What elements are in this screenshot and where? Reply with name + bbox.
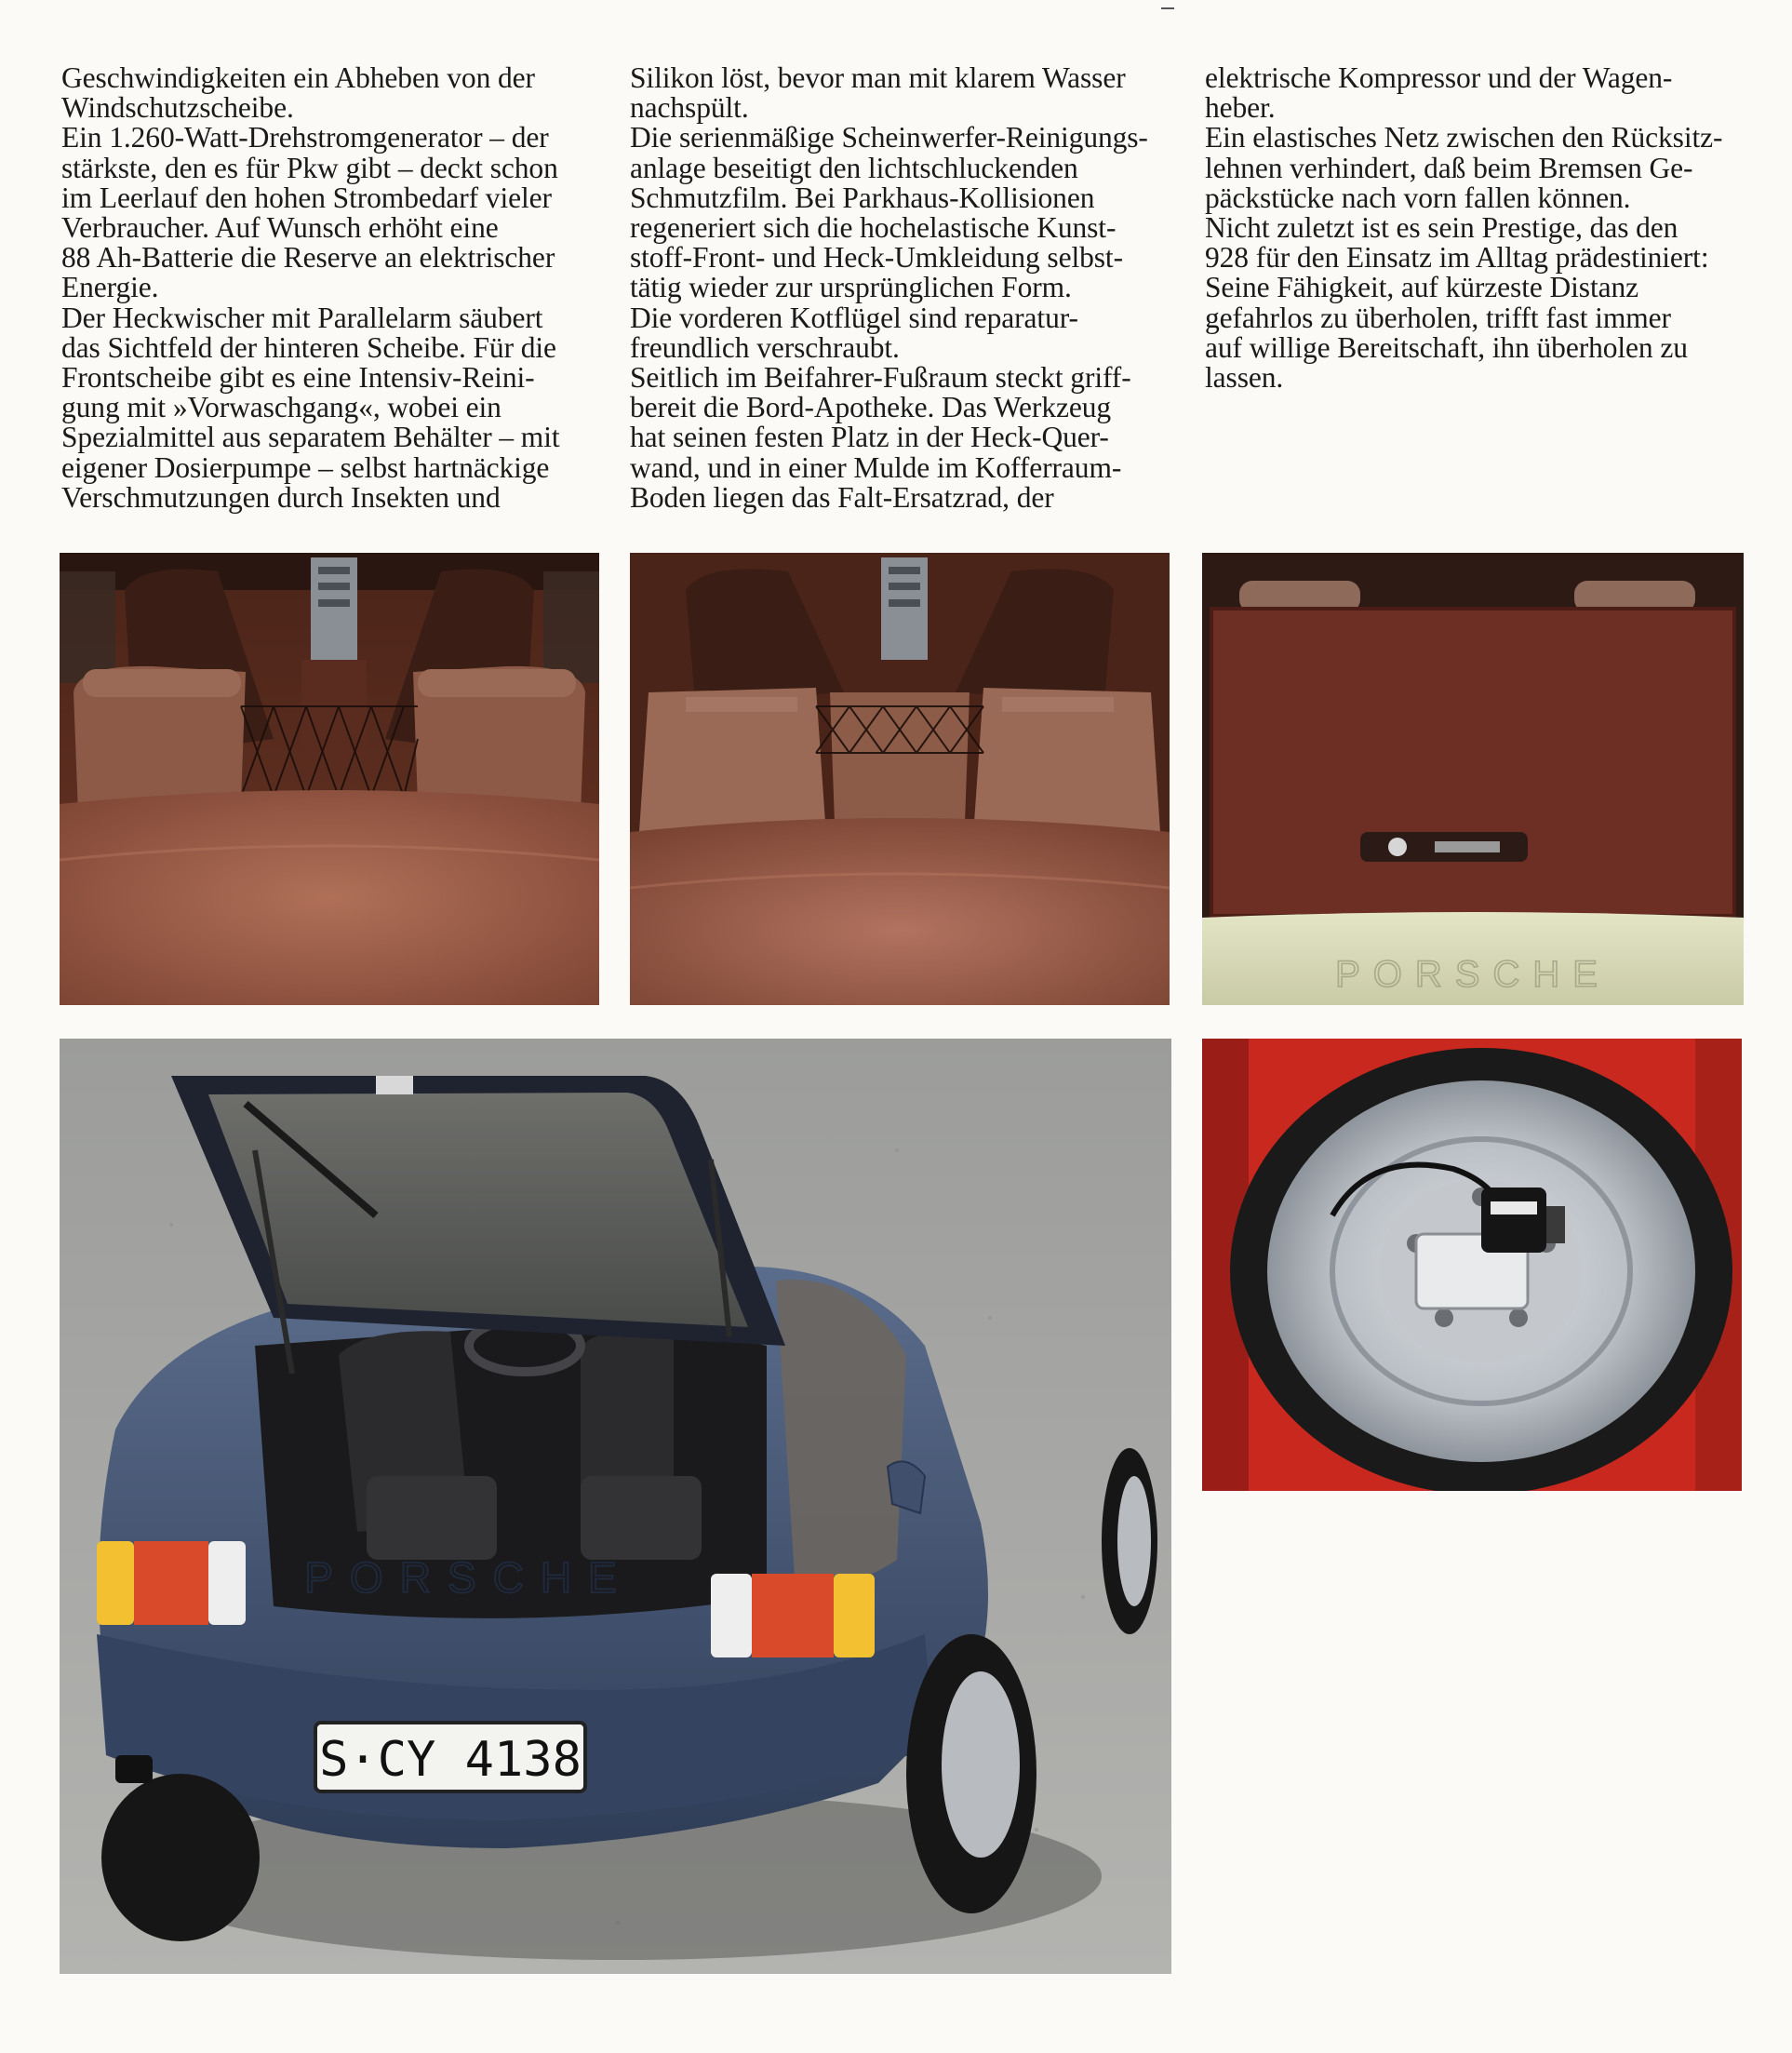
text-line: Nicht zuletzt ist es sein Prestige, das den: [1205, 211, 1678, 245]
text-line: elektrische Kompressor und der Wagen-: [1205, 61, 1673, 94]
text-line: das Sichtfeld der hinteren Scheibe. Für die: [61, 330, 556, 364]
text-line: wand, und in einer Mulde im Kofferraum-: [630, 450, 1122, 484]
porsche-badge: PORSCHE: [1335, 954, 1611, 995]
text-column-1: [61, 63, 610, 513]
text-line: bereit die Bord-Apotheke. Das Werkzeug: [630, 391, 1112, 424]
text-column-3: [1205, 63, 1763, 393]
text-line: Seitlich im Beifahrer-Fußraum steckt griff-: [630, 361, 1131, 395]
text-line: im Leerlauf den hohen Strombedarf vieler: [61, 181, 552, 214]
text-line: lehnen verhindert, daß beim Bremsen Ge-: [1205, 151, 1693, 184]
photo-spare-wheel-compressor: [1202, 1039, 1742, 1491]
text-line: anlage beseitigt den lichtschluckenden: [630, 151, 1078, 184]
text-line: Silikon löst, bevor man mit klarem Wasser: [630, 61, 1126, 94]
text-line: Verbraucher. Auf Wunsch erhöht eine: [61, 211, 499, 245]
text-line: Die serienmäßige Scheinwerfer-Reinigungs-: [630, 121, 1148, 154]
text-line: Geschwindigkeiten ein Abheben von der: [61, 61, 535, 94]
text-line: Verschmutzungen durch Insekten und: [61, 480, 501, 514]
text-line: auf willige Bereitschaft, ihn überholen zu: [1205, 330, 1688, 364]
text-line: tätig wieder zur ursprünglichen Form.: [630, 271, 1072, 304]
text-line: freundlich verschraubt.: [630, 330, 900, 364]
text-line: Windschutzscheibe.: [61, 91, 294, 125]
text-line: regeneriert sich die hochelastische Kunst-: [630, 211, 1117, 245]
text-line: Ein elastisches Netz zwischen den Rücksitz-: [1205, 121, 1723, 154]
photo-interior-luggage-net: [60, 553, 599, 1005]
license-plate: S·CY 4138: [319, 1732, 582, 1788]
text-line: Der Heckwischer mit Parallelarm säubert: [61, 301, 543, 334]
text-line: gefahrlos zu überholen, trifft fast immer: [1205, 301, 1671, 334]
text-line: lassen.: [1205, 361, 1284, 395]
text-line: nachspült.: [630, 91, 749, 125]
text-line: Ein 1.260-Watt-Drehstromgenerator – der: [61, 121, 549, 154]
photo-porsche-928-rear-hatch-open: [60, 1039, 1171, 1974]
text-line: Boden liegen das Falt-Ersatzrad, der: [630, 480, 1054, 514]
photo-rear-seats-folded: [630, 553, 1170, 1005]
text-line: Frontscheibe gibt es eine Intensiv-Reini-: [61, 361, 535, 395]
text-line: gung mit »Vorwaschgang«, wobei ein: [61, 391, 501, 424]
text-line: päckstücke nach vorn fallen können.: [1205, 181, 1631, 214]
text-line: 88 Ah-Batterie die Reserve an elektrischer: [61, 241, 555, 275]
text-line: stärkste, den es für Pkw gibt – deckt schon: [61, 151, 558, 184]
text-line: hat seinen festen Platz in der Heck-Quer-: [630, 421, 1109, 454]
text-line: Schmutzfilm. Bei Parkhaus-Kollisionen: [630, 181, 1095, 214]
text-line: Seine Fähigkeit, auf kürzeste Distanz: [1205, 271, 1639, 304]
text-line: Spezialmittel aus separatem Behälter – mit: [61, 421, 560, 454]
porsche-badge: PORSCHE: [304, 1553, 634, 1602]
text-line: 928 für den Einsatz im Alltag prädestiniert:: [1205, 241, 1709, 275]
text-line: eigener Dosierpumpe – selbst hartnäckige: [61, 450, 550, 484]
page-corner-mark: [1161, 7, 1174, 9]
text-column-2: [630, 63, 1179, 513]
photo-cargo-cover: [1202, 553, 1744, 1005]
text-line: stoff-Front- und Heck-Umkleidung selbst-: [630, 241, 1123, 275]
text-line: heber.: [1205, 91, 1276, 125]
text-line: Energie.: [61, 271, 159, 304]
text-line: Die vorderen Kotflügel sind reparatur-: [630, 301, 1078, 334]
